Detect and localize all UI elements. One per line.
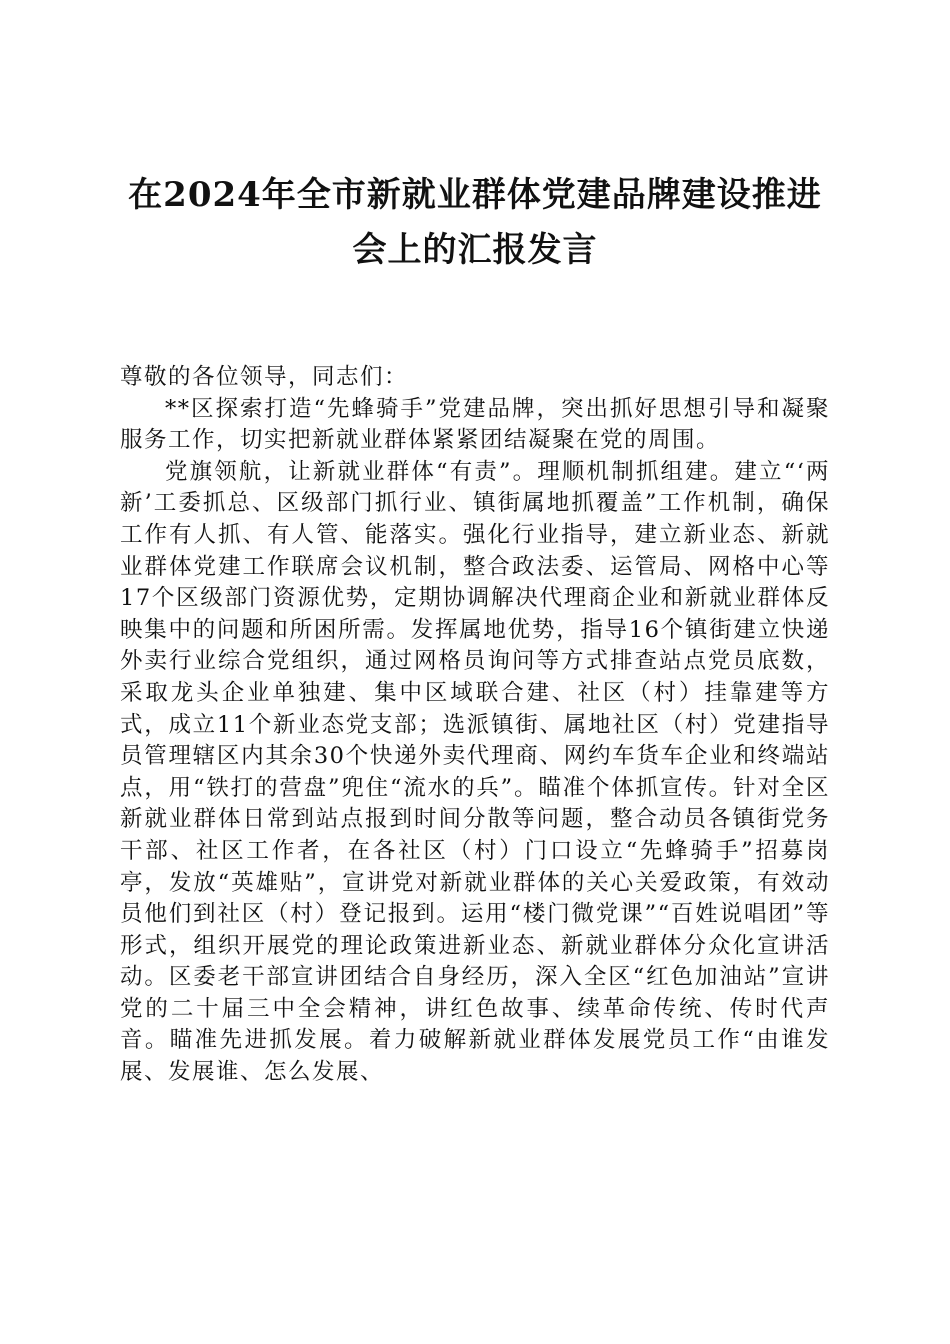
paragraph-intro: **区探索打造“先蜂骑手”党建品牌，突出抓好思想引导和凝聚服务工作，切实把新就业群体紧紧团结凝聚在党的周围。	[120, 395, 830, 454]
document-body	[120, 362, 830, 1089]
title-line-2: 会上的汇报发言	[352, 230, 598, 270]
document-title	[100, 168, 850, 278]
paragraph-party-flag: 党旗领航，让新就业群体“有责”。理顺机制抓组建。建立“‘两新’工委抓总、区级部门抓行业、镇街属地抓覆盖”工作机制，确保工作有人抓、有人管、能落实。强化行业指导，建立新业态、新就业群体党建工作联席会议机制，整合政法委、运管局、网格中心等17个区级部门资源优势，定期协调解决代理商企业和新就业群体反映集中的问题和所困所需。发挥属地优势，指导16个镇街建立快递外卖行业综合党组织，通过网格员询问等方式排查站点党员底数，采取龙头企业单独建、集中区域联合建、社区（村）挂靠建等方式，成立11个新业态党支部；选派镇街、属地社区（村）党建指导员管理辖区内其余30个快递外卖代理商、网约车货车企业和终端站点，用“铁打的营盘”兜住“流水的兵”。瞄准个体抓宣传。针对全区新就业群体日常到站点报到时间分散等问题，整合动员各镇街党务干部、社区工作者，在各社区（村）门口设立“先蜂骑手”招募岗亭，发放“英雄贴”，宣讲党对新就业群体的关心关爱政策，有效动员他们到社区（村）登记报到。运用“楼门微党课”“百姓说唱团”等形式，组织开展党的理论政策进新业态、新就业群体分众化宣讲活动。区委老干部宣讲团结合自身经历，深入全区“红色加油站”宣讲党的二十届三中全会精神，讲红色故事、续革命传统、传时代声音。瞄准先进抓发展。着力破解新就业群体发展党员工作“由谁发展、发展谁、怎么发展、	[120, 458, 830, 1086]
title-line-1: 在2024年全市新就业群体党建品牌建设推进	[128, 175, 822, 215]
salutation: 尊敬的各位领导，同志们：	[120, 364, 409, 390]
